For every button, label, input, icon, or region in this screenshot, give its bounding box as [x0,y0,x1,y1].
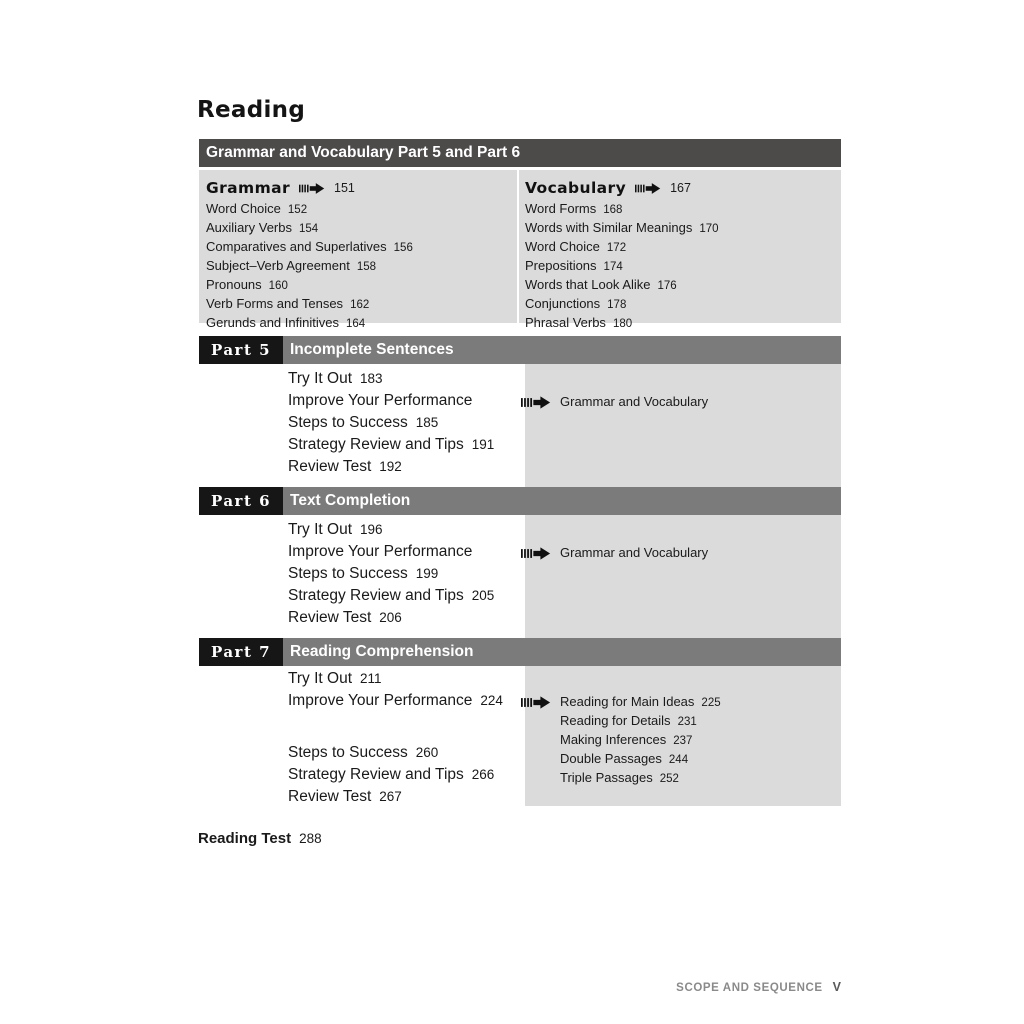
toc-item [288,434,494,456]
callout-page: 231 [677,716,697,728]
part6-callout [521,545,715,563]
toc-item [206,219,517,238]
toc-item-label: Word Choice [525,239,600,254]
part5-title: Incomplete Sentences [283,336,841,364]
toc-item-label: Try It Out [288,670,353,687]
toc-item [206,200,517,219]
toc-item [288,412,494,434]
part5-list [288,368,494,478]
toc-item [206,295,517,314]
part5-side-panel [525,364,841,487]
toc-item-page: 191 [471,437,495,452]
toc-item-page: 168 [603,204,623,216]
page-title: Reading [197,97,306,123]
footer-page-number: V [832,980,841,994]
callout-label: Reading for Details [560,713,671,728]
toc-item [288,668,503,690]
part6-side-panel [525,515,841,638]
toc-item [206,314,517,333]
toc-item [525,276,841,295]
toc-item [525,200,841,219]
toc-item-page: 224 [480,693,503,708]
toc-item [206,238,517,257]
grammar-heading: Grammar [206,178,291,197]
vocabulary-heading: Vocabulary [525,178,627,197]
toc-item-label: Strategy Review and Tips [288,766,464,783]
toc-item-label: Phrasal Verbs [525,315,606,330]
toc-item-page: 260 [415,745,439,760]
toc-item-page: 180 [612,318,633,330]
toc-item-label: Words with Similar Meanings [525,220,693,235]
vocabulary-heading-page: 167 [670,180,691,195]
toc-item-label: Strategy Review and Tips [288,587,464,604]
toc-item-label: Improve Your Performance [288,692,473,709]
toc-item-label: Prepositions [525,258,597,273]
vocabulary-column [519,170,841,330]
part6-bar [199,487,841,515]
toc-item-label: Word Choice [206,201,281,216]
vocabulary-heading-row [525,177,841,198]
toc-item-page: 178 [607,299,627,311]
part6-list [288,519,494,629]
toc-item-page: 192 [379,459,402,474]
callout-label: Double Passages [560,751,662,766]
callout-label: Grammar and Vocabulary [560,394,709,409]
toc-item-page: 162 [350,299,370,311]
callout-page: 244 [668,754,689,766]
toc-item-label: Improve Your Performance [288,392,473,409]
toc-item-page: 152 [287,204,308,216]
toc-item-label: Conjunctions [525,296,601,311]
page-footer [676,980,841,994]
toc-item-page: 158 [356,261,377,273]
toc-item [206,257,517,276]
part6-title: Text Completion [283,487,841,515]
toc-item-page: 206 [379,610,402,625]
part7-bar [199,638,841,666]
toc-item [288,563,494,585]
toc-item [525,257,841,276]
toc-item [288,368,494,390]
toc-item-page: 183 [360,371,383,386]
toc-item-label: Review Test [288,609,372,626]
toc-item-label: Subject–Verb Agreement [206,258,350,273]
callout-page: 225 [701,697,721,709]
footer-section-label: SCOPE AND SEQUENCE [676,982,823,994]
toc-item [288,390,494,412]
callout-item [560,544,715,563]
part5-bar [199,336,841,364]
toc-item [288,764,503,786]
reading-test-page: 288 [299,831,322,846]
part5-label: Part 5 [199,336,283,364]
toc-item [525,219,841,238]
toc-item-page: 176 [657,280,677,292]
toc-item [525,295,841,314]
reading-test-label: Reading Test [198,830,292,847]
toc-item [288,519,494,541]
toc-item-label: Steps to Success [288,414,408,431]
toc-item-page: 164 [345,318,366,330]
toc-item-label: Comparatives and Superlatives [206,239,387,254]
part7-label: Part 7 [199,638,283,666]
speed-arrow-icon [299,182,325,195]
toc-item-label: Try It Out [288,370,353,387]
toc-item-label: Improve Your Performance [288,543,473,560]
callout-item [560,393,715,412]
toc-item [288,456,494,478]
callout-page: 252 [659,773,679,785]
speed-arrow-icon [521,695,551,710]
part6-label: Part 6 [199,487,283,515]
part5-callout [521,394,715,412]
toc-item [525,238,841,257]
toc-item [288,585,494,607]
toc-item-label: Gerunds and Infinitives [206,315,339,330]
toc-item-page: 172 [606,242,627,254]
toc-item-page: 156 [393,242,413,254]
toc-item-label: Steps to Success [288,565,408,582]
toc-item-label: Steps to Success [288,744,408,761]
reading-test-row [198,830,322,847]
speed-arrow-icon [521,546,551,561]
toc-item [288,690,503,712]
toc-item-label: Review Test [288,788,372,805]
toc-item [206,276,517,295]
toc-item-page: 205 [471,588,495,603]
callout-item [560,731,721,750]
grammar-column [199,170,517,330]
toc-item [288,541,494,563]
toc-item [288,786,503,808]
toc-item-label: Words that Look Alike [525,277,651,292]
toc-item-label: Review Test [288,458,372,475]
toc-item [288,742,503,764]
grammar-heading-page: 151 [334,180,355,195]
toc-item [288,607,494,629]
speed-arrow-icon [521,395,551,410]
list-gap [288,712,503,742]
callout-label: Triple Passages [560,770,653,785]
toc-item-page: 199 [415,566,439,581]
toc-item-page: 154 [298,223,319,235]
toc-item-label: Verb Forms and Tenses [206,296,344,311]
part7-title: Reading Comprehension [283,638,841,666]
toc-item-label: Pronouns [206,277,262,292]
callout-label: Grammar and Vocabulary [560,545,709,560]
toc-item-page: 267 [379,789,402,804]
callout-item [560,769,721,788]
callout-label: Making Inferences [560,732,667,747]
callout-item [560,693,721,712]
part7-list [288,668,503,808]
toc-item-page: 174 [603,261,623,273]
callout-item [560,712,721,731]
toc-item-page: 266 [471,767,495,782]
part7-callout [521,694,721,788]
grammar-heading-row [206,177,517,198]
toc-item-page: 185 [415,415,439,430]
toc-item [525,314,841,333]
callout-page: 237 [673,735,693,747]
toc-item-page: 211 [360,671,382,686]
callout-item [560,750,721,769]
grammar-vocab-header-bar: Grammar and Vocabulary Part 5 and Part 6 [199,139,841,167]
toc-item-label: Word Forms [525,201,597,216]
toc-item-label: Strategy Review and Tips [288,436,464,453]
toc-item-label: Auxiliary Verbs [206,220,292,235]
toc-item-page: 160 [268,280,288,292]
grammar-vocab-panel [199,170,841,330]
toc-item-page: 170 [699,223,719,235]
toc-item-page: 196 [360,522,383,537]
speed-arrow-icon [635,182,661,195]
toc-item-label: Try It Out [288,521,353,538]
callout-label: Reading for Main Ideas [560,694,695,709]
